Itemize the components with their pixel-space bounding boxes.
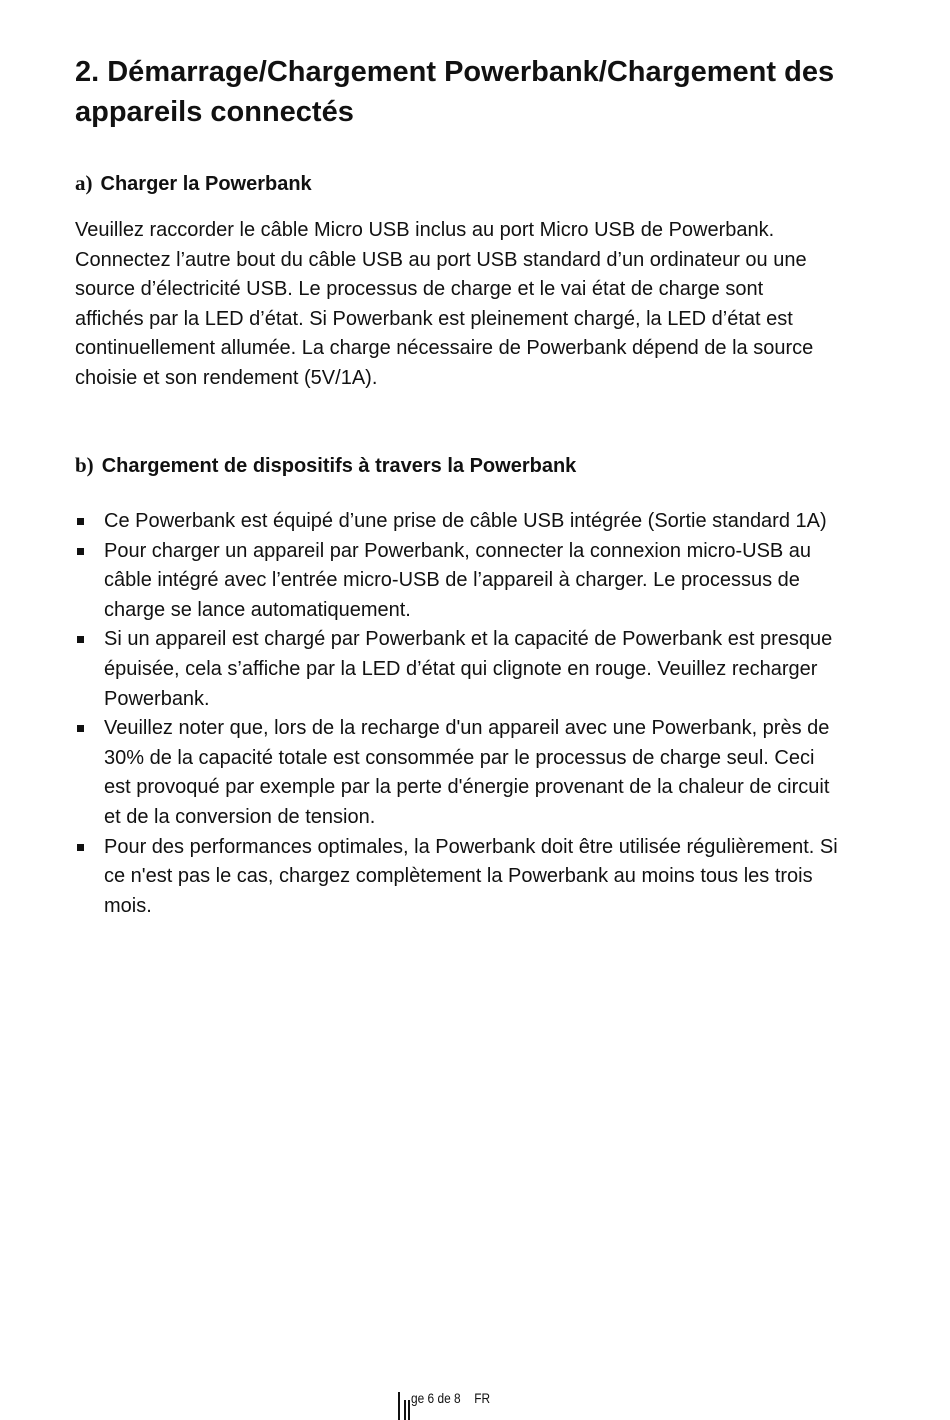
language-code: FR <box>474 1390 491 1406</box>
section-a-paragraph: Veuillez raccorder le câble Micro USB inclus au port Micro USB de Powerbank. Connectez l’autre bout du câble USB au port USB standard d’un ordinateur ou une source d’électricité USB. Le processus de charge et le vai état de charge sont affichés par la LED d’état. Si Powerbank est pleinement chargé, la LED d’état est continuellement allumée. La charge nécessaire de Powerbank dépend de la source choisie et son rendement (5V/1A). <box>75 219 814 389</box>
section-a-marker: a) <box>75 171 93 195</box>
square-bullet-icon <box>77 548 84 555</box>
page-bars-icon <box>397 1390 411 1420</box>
square-bullet-icon <box>77 636 84 643</box>
section-b-heading-text: Chargement de dispositifs à travers la Powerbank <box>101 455 577 477</box>
list-item-text: Pour des performances optimales, la Powerbank doit être utilisée régulièrement. Si ce n'est pas le cas, chargez complètement la Powerbank au moins tous les trois mois. <box>104 835 838 917</box>
page-number <box>411 1390 490 1406</box>
list-item-text: Veuillez noter que, lors de la recharge d'un appareil avec une Powerbank, près de 30% de la capacité totale est consommée par le processus de charge seul. Ceci est provoqué par exemple par la perte d'énergie provenant de la chaleur de circuit et de la conversion de tension. <box>104 717 830 828</box>
page-number-label: ge 6 de 8 <box>411 1390 461 1406</box>
section-b-heading <box>75 452 576 479</box>
list-item-text: Si un appareil est chargé par Powerbank et la capacité de Powerbank est presque épuisée, cela s’affiche par la LED d’état qui clignote en rouge. Veuillez recharger Powerbank. <box>104 628 833 710</box>
list-item <box>75 625 840 714</box>
section-a-heading <box>75 170 312 197</box>
list-item <box>75 833 840 922</box>
page-footer <box>397 1390 504 1420</box>
list-item-text: Pour charger un appareil par Powerbank, connecter la connexion micro-USB au câble intégré avec l’entrée micro-USB de l’appareil à charger. Le processus de charge se lance automatiquement. <box>104 539 812 621</box>
square-bullet-icon <box>77 518 84 525</box>
section-a-heading-text: Charger la Powerbank <box>100 173 312 195</box>
list-item <box>75 507 840 537</box>
section-b-bullet-list <box>75 507 840 921</box>
list-item <box>75 537 840 626</box>
page-title: 2. Démarrage/Chargement Powerbank/Chargement des appareils connectés <box>75 56 835 128</box>
square-bullet-icon <box>77 844 84 851</box>
list-item-text: Ce Powerbank est équipé d’une prise de câble USB intégrée (Sortie standard 1A) <box>104 510 827 532</box>
square-bullet-icon <box>77 725 84 732</box>
list-item <box>75 714 840 832</box>
section-b-marker: b) <box>75 453 94 477</box>
